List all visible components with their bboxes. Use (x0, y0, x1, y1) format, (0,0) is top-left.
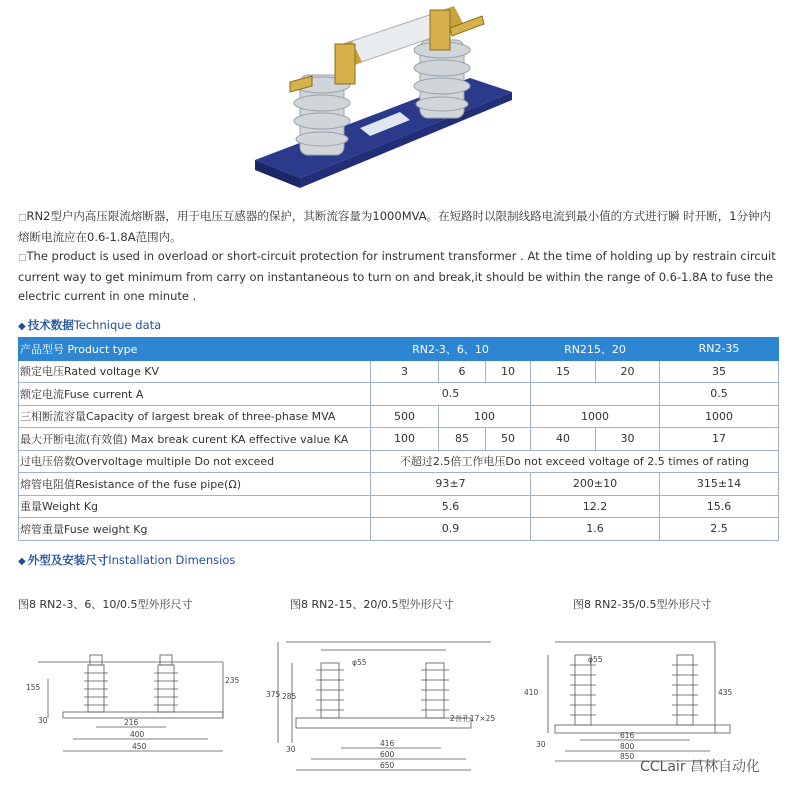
intro-en: The product is used in overload or short-circuit protection for instrument transformer . At the time of holding up by restrain circuit current way to get minimum from carry on instantaneous to turn on and break,it should be within the range of 0.6-1.8A to fuse the electric current in one minute . (18, 249, 776, 303)
square-bullet-icon: □ (18, 253, 27, 263)
header-group-3: RN2-35 (660, 338, 779, 361)
install-dims-heading (18, 552, 235, 568)
table-cell: 35 (660, 360, 779, 383)
table-cell: 100 (439, 405, 531, 428)
header-group-1: RN2-3、6、10 (371, 338, 531, 361)
table-row (19, 450, 779, 473)
row-label: 熔管电阻值Resistance of the fuse pipe(Ω) (19, 473, 371, 496)
dim-label: 416 (380, 739, 395, 748)
table-row (19, 360, 779, 383)
row-label: 最大开断电流(有效值) Max break curent KA effective value KA (19, 428, 371, 451)
install-heading-en: Installation Dimensios (108, 553, 236, 567)
table-row (19, 518, 779, 541)
install-heading-cn: 外型及安装尺寸 (27, 553, 109, 567)
table-cell: 15.6 (660, 495, 779, 518)
table-cell: 0.9 (371, 518, 531, 541)
table-cell: 93±7 (371, 473, 531, 496)
table-cell: 3 (371, 360, 439, 383)
dim-label: 800 (620, 742, 635, 751)
table-cell: 0.5 (371, 383, 531, 406)
intro-cn: RN2型户内高压限流熔断器，用于电压互感器的保护，其断流容量为1000MVA。在短路时以限制线路电流到最小值的方式进行瞬 时开断，1分钟内熔断电流应在0.6-1.8A范围内。 (18, 209, 772, 244)
table-cell: 200±10 (531, 473, 660, 496)
table-cell: 20 (596, 360, 660, 383)
drawing-caption-1: 图8 RN2-3、6、10/0.5型外形尺寸 (18, 598, 193, 611)
spec-table (18, 337, 779, 541)
watermark: CCLair 昌林自动化 (640, 759, 761, 775)
table-cell: 6 (439, 360, 486, 383)
tech-heading-en: Technique data (73, 318, 162, 332)
dim-label: 155 (26, 683, 41, 692)
table-cell: 12.2 (531, 495, 660, 518)
drawing-caption-3: 图8 RN2-35/0.5型外形尺寸 (573, 598, 712, 611)
dim-label: 410 (524, 688, 539, 697)
table-cell: 30 (596, 428, 660, 451)
dim-label: 616 (620, 731, 635, 740)
dimension-drawing-2 (266, 615, 506, 786)
row-label: 额定电压Rated voltage KV (19, 360, 371, 383)
table-cell: 5.6 (371, 495, 531, 518)
drawing-caption-2: 图8 RN2-15、20/0.5型外形尺寸 (290, 598, 454, 611)
fuse-product-photo (250, 0, 520, 190)
table-cell: 50 (486, 428, 531, 451)
table-cell: 1.6 (531, 518, 660, 541)
row-label: 过电压倍数Overvoltage multiple Do not exceed (19, 450, 371, 473)
dim-label: 2長孔17×25 (450, 714, 496, 723)
table-cell: 1000 (531, 405, 660, 428)
row-label: 重量Weight Kg (19, 495, 371, 518)
dim-label: 600 (380, 750, 395, 759)
diamond-icon: ◆ (18, 321, 26, 332)
table-cell: 不超过2.5倍工作电压Do not exceed voltage of 2.5 times of rating (371, 450, 779, 473)
row-label: 三相断流容量Capacity of largest break of three-phase MVA (19, 405, 371, 428)
table-cell: 1000 (660, 405, 779, 428)
row-label: 熔管重量Fuse weight Kg (19, 518, 371, 541)
table-row (19, 495, 779, 518)
dim-label: 650 (380, 761, 395, 770)
table-cell: 15 (531, 360, 596, 383)
table-cell: 2.5 (660, 518, 779, 541)
table-row (19, 383, 779, 406)
table-cell: 315±14 (660, 473, 779, 496)
table-cell: 10 (486, 360, 531, 383)
table-row (19, 405, 779, 428)
table-cell: 100 (371, 428, 439, 451)
dim-label: 216 (124, 718, 139, 727)
dim-label: 285 (282, 692, 297, 701)
tech-heading-cn: 技术数据 (27, 318, 74, 332)
dim-label: 375 (266, 690, 281, 699)
square-bullet-icon: □ (18, 213, 27, 223)
table-cell: 500 (371, 405, 439, 428)
dim-label: 400 (130, 730, 145, 739)
header-group-2: RN215、20 (531, 338, 660, 361)
diamond-icon: ◆ (18, 556, 26, 567)
dim-label: 850 (620, 752, 635, 761)
table-cell (531, 383, 660, 406)
dimension-drawing-1 (18, 615, 253, 786)
dim-label: 435 (718, 688, 733, 697)
dim-label: 30 (536, 740, 546, 749)
dim-label: φ55 (352, 658, 367, 667)
table-header-row (19, 338, 779, 361)
table-cell: 17 (660, 428, 779, 451)
dim-label: 30 (286, 745, 296, 754)
table-row (19, 473, 779, 496)
table-cell: 40 (531, 428, 596, 451)
header-label: 产品型号 Product type (19, 338, 371, 361)
row-label: 额定电流Fuse current A (19, 383, 371, 406)
tech-data-heading (18, 317, 161, 333)
intro-text (18, 207, 778, 306)
table-row (19, 428, 779, 451)
table-cell: 0.5 (660, 383, 779, 406)
dim-label: 450 (132, 742, 147, 751)
table-cell: 85 (439, 428, 486, 451)
dim-label: 235 (225, 676, 240, 685)
dim-label: φ55 (588, 655, 603, 664)
dim-label: 30 (38, 716, 48, 725)
